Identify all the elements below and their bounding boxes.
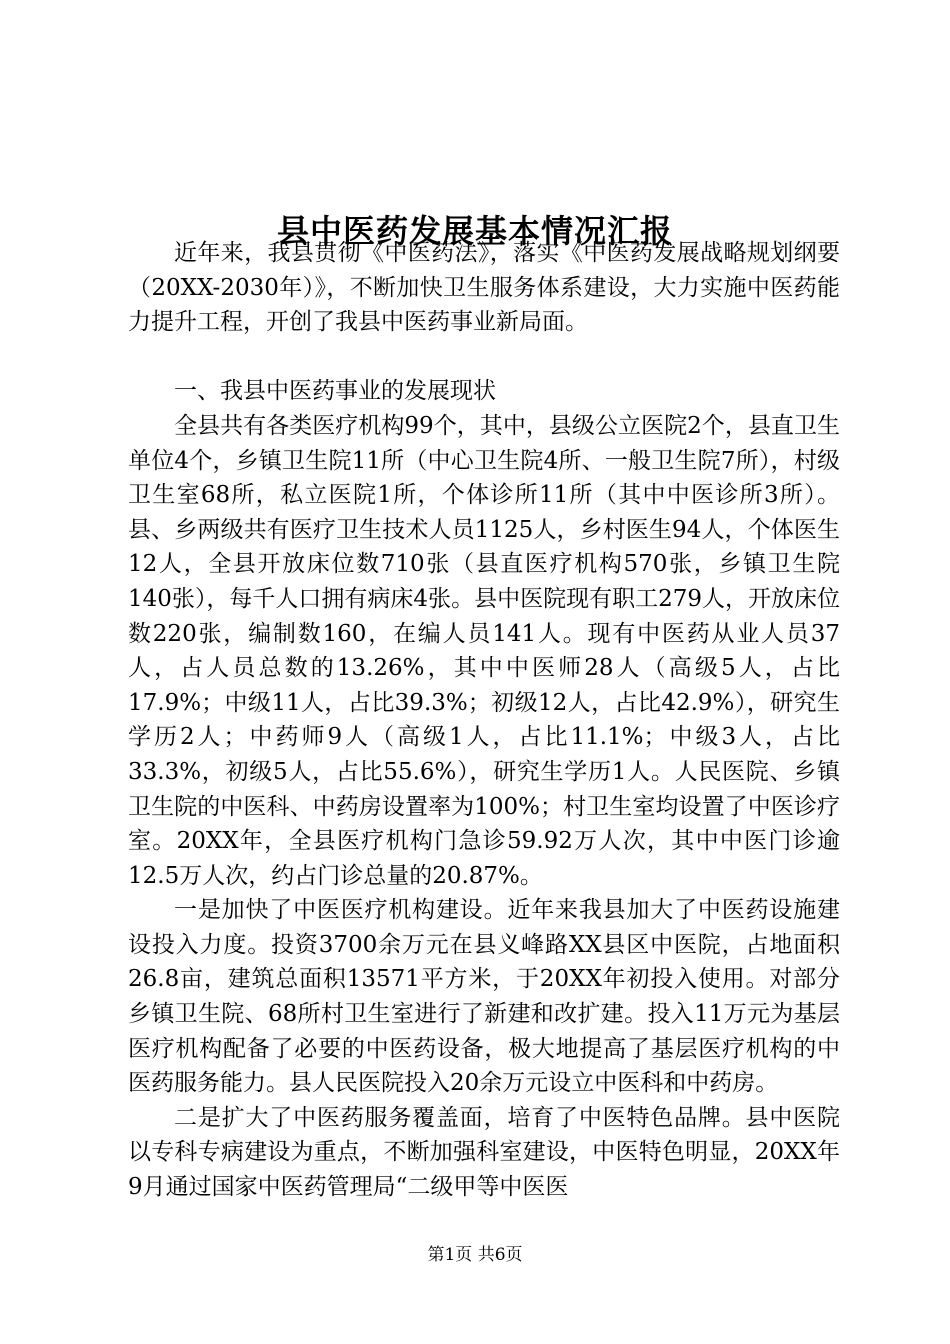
section-heading: 一、我县中医药事业的发展现状 — [174, 378, 496, 405]
intro-paragraph: 近年来，我县贯彻《中医药法》，落实《中医药发展战略规划纲要（20XX-2030年）》，不断加快卫生服务体系建设，大力实施中医药能力提升工程，开创了我县中医药事业新局面。 — [128, 240, 840, 336]
document-body — [128, 236, 840, 1205]
body-paragraph: 全县共有各类医疗机构99个，其中，县级公立医院2个，县直卫生单位4个，乡镇卫生院11所（中心卫生院4所、一般卫生院7所），村级卫生室68所，私立医院1所，个体诊所11所（其中中医诊所3所）。县、乡两级共有医疗卫生技术人员1125人，乡村医生94人，个体医生12人，全县开放床位数710张（县直医疗机构570张，乡镇卫生院140张），每千人口拥有病床4张。县中医院现有职工279人，开放床位数220张，编制数160，在编人员141人。现有中医药从业人员37人，占人员总数的13.26%，其中中医师28人（高级5人，占比17.9%；中级11人，占比39.3%；初级12人，占比42.9%），研究生学历2人；中药师9人（高级1人，占比11.1%；中级3人，占比33.3%，初级5人，占比55.6%），研究生学历1人。人民医院、乡镇卫生院的中医科、中药房设置率为100%；村卫生室均设置了中医诊疗室。20XX年，全县医疗机构门急诊59.92万人次，其中中医门诊逾12.5万人次，约占门诊总量的20.87%。 — [128, 412, 840, 889]
document-title: 县中医药发展基本情况汇报 — [276, 212, 673, 251]
body-paragraph: 二是扩大了中医药服务覆盖面，培育了中医特色品牌。县中医院以专科专病建设为重点，不断加强科室建设，中医特色明显，20XX年9月通过国家中医药管理局“二级甲等中医医 — [128, 1104, 840, 1201]
body-paragraph: 一是加快了中医医疗机构建设。近年来我县加大了中医药设施建设投入力度。投资3700余万元在县义峰路XX县区中医院，占地面积26.8亩，建筑总面积13571平方米，于20XX年初投入使用。对部分乡镇卫生院、68所村卫生室进行了新建和改扩建。投入11万元为基层医疗机构配备了必要的中医药设备，极大地提高了基层医疗机构的中医药服务能力。县人民医院投入20余万元设立中医科和中药房。 — [128, 897, 840, 1097]
page-number-footer: 第1页 共6页 — [427, 1245, 523, 1265]
